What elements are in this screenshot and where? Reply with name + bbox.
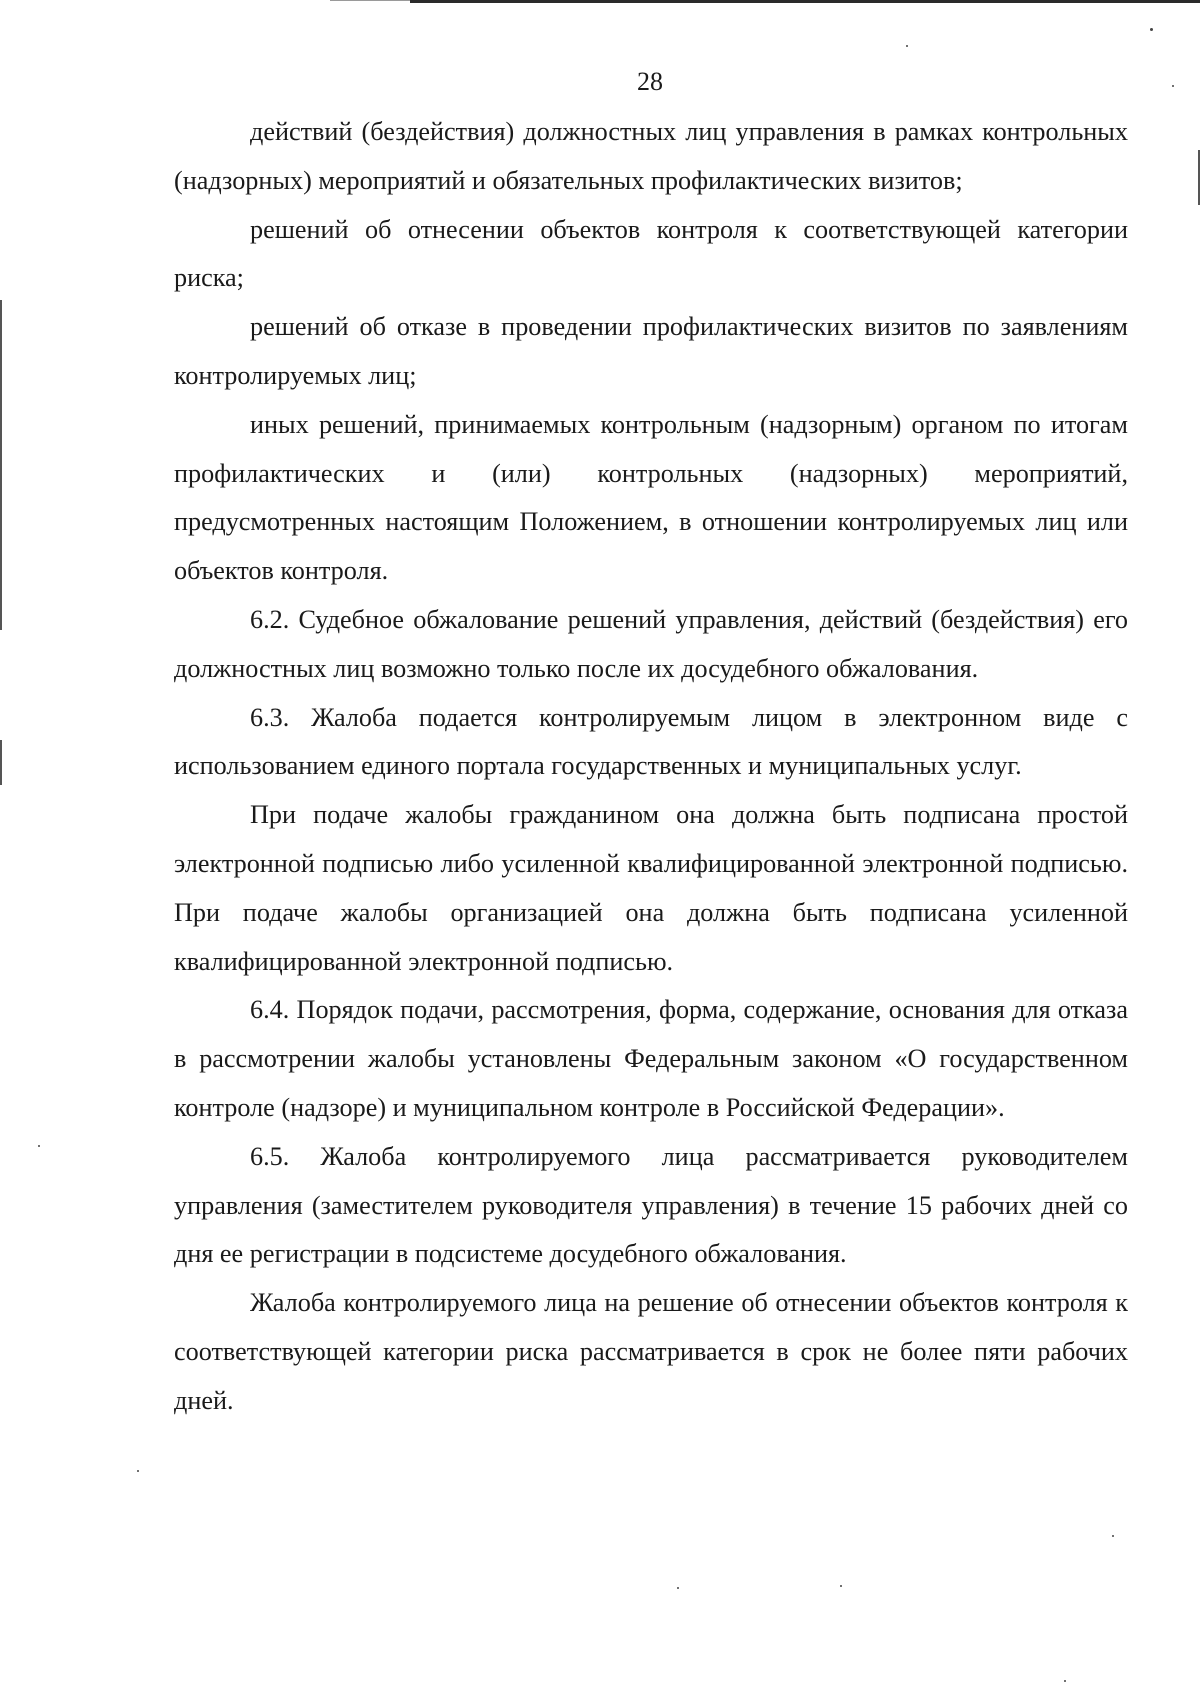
paragraph: 6.4. Порядок подачи, рассмотрения, форма, содержание, основания для отказа в рассмотрении жалобы установлены Федеральным законом «О государственном контроле (надзоре) и муниципальном контроле в Российской Федерации». (174, 995, 1128, 1122)
scan-speck (1150, 28, 1153, 31)
scan-speck (1172, 85, 1174, 87)
scan-speck (677, 1587, 679, 1589)
scan-top-edge-faint (330, 0, 420, 1)
paragraph: Жалоба контролируемого лица на решение об отнесении объектов контроля к соответствующей категории риска рассматривается в срок не более пяти рабочих дней. (174, 1288, 1128, 1415)
scan-speck (1112, 1535, 1114, 1537)
paragraph: решений об отказе в проведении профилактических визитов по заявлениям контролируемых лиц; (174, 312, 1128, 390)
document-body (174, 108, 1128, 1426)
scan-left-margin-mark-1 (0, 300, 2, 630)
paragraph: При подаче жалобы гражданином она должна быть подписана простой электронной подписью либо усиленной квалифицированной электронной подписью. При подаче жалобы организацией она должна быть подписана усиленной квалифицированной электронной подписью. (174, 800, 1128, 976)
paragraph: иных решений, принимаемых контрольным (надзорным) органом по итогам профилактических и (или) контрольных (надзорных) мероприятий, предусмотренных настоящим Положением, в отношении контролируемых лиц или объектов контроля. (174, 409, 1128, 586)
scan-speck (38, 1145, 40, 1147)
page-number: 28 (637, 67, 663, 96)
scan-speck (906, 45, 908, 47)
paragraph: 6.3. Жалоба подается контролируемым лицом в электронном виде с использованием единого портала государственных и муниципальных услуг. (174, 702, 1128, 781)
paragraph: решений об отнесении объектов контроля к соответствующей категории риска; (174, 214, 1128, 293)
scan-left-margin-mark-2 (0, 740, 2, 785)
paragraph: действий (бездействия) должностных лиц управления в рамках контрольных (надзорных) мероприятий и обязательных профилактических визитов; (174, 117, 1128, 195)
scan-top-edge (410, 0, 1200, 3)
paragraph: 6.2. Судебное обжалование решений управления, действий (бездействия) его должностных лиц возможно только после их досудебного обжалования. (174, 604, 1128, 683)
scan-speck (137, 1470, 139, 1472)
scan-speck (1064, 1680, 1066, 1682)
scan-speck (840, 1585, 842, 1587)
paragraph: 6.5. Жалоба контролируемого лица рассматривается руководителем управления (заместителем руководителя управления) в течение 15 рабочих дней со дня ее регистрации в подсистеме досудебного обжалования. (174, 1141, 1128, 1269)
